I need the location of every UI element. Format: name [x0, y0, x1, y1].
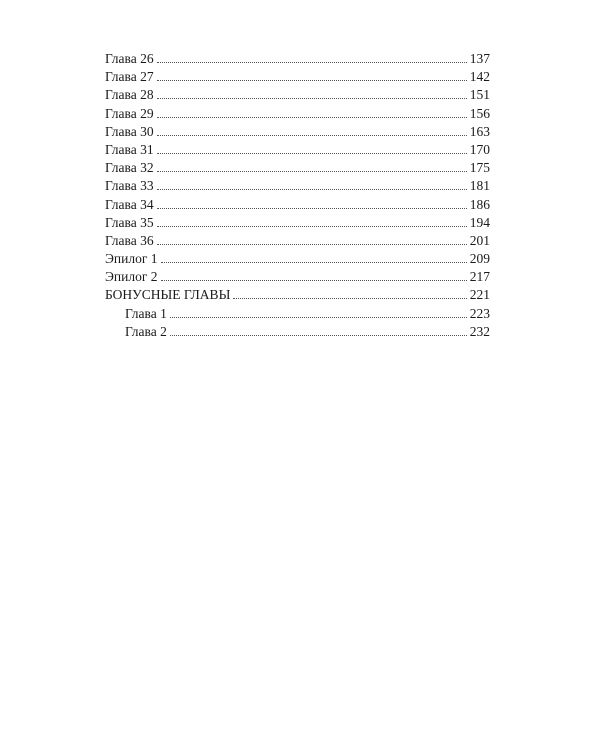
- toc-entry-page: 181: [469, 178, 490, 194]
- toc-entry-page: 163: [469, 123, 490, 139]
- toc-entry-page: 209: [469, 251, 490, 267]
- toc-entry[interactable]: [105, 286, 490, 304]
- toc-entry-label: БОНУСНЫЕ ГЛАВЫ: [105, 287, 231, 303]
- toc-entry-label: Эпилог 1: [105, 251, 158, 267]
- toc-entry-label: Глава 30: [105, 123, 154, 139]
- dot-leader: [233, 297, 466, 299]
- toc-entry-label: Эпилог 2: [105, 269, 158, 285]
- toc-entry-page: 217: [469, 269, 490, 285]
- toc-entry[interactable]: [105, 123, 490, 141]
- toc-entry[interactable]: [105, 250, 490, 268]
- toc-entry-page: 156: [469, 105, 490, 121]
- toc-entry[interactable]: [105, 323, 490, 341]
- toc-entry-label: Глава 32: [105, 160, 154, 176]
- toc-entry-label: Глава 2: [125, 323, 167, 339]
- toc-entry[interactable]: [105, 86, 490, 104]
- toc-entry-page: 194: [469, 214, 490, 230]
- toc-entry-page: 221: [469, 287, 490, 303]
- toc-entry-label: Глава 34: [105, 196, 154, 212]
- toc-entry[interactable]: [105, 196, 490, 214]
- toc-entry-label: Глава 36: [105, 232, 154, 248]
- toc-entry-label: Глава 29: [105, 105, 154, 121]
- toc-entry-page: 175: [469, 160, 490, 176]
- toc-entry[interactable]: [105, 177, 490, 195]
- toc-entry-page: 137: [469, 51, 490, 66]
- toc-entry-page: 170: [469, 141, 490, 157]
- toc-entry[interactable]: [105, 305, 490, 323]
- toc-entry-label: Глава 26: [105, 51, 154, 66]
- toc-entry-page: 232: [469, 323, 490, 339]
- toc-entry-label: Глава 35: [105, 214, 154, 230]
- toc-entry[interactable]: [105, 268, 490, 286]
- toc-entry[interactable]: [105, 141, 490, 159]
- dot-leader: [157, 61, 467, 63]
- toc-entry-page: 201: [469, 232, 490, 248]
- dot-leader: [157, 225, 467, 227]
- dot-leader: [157, 134, 467, 136]
- toc-entry-label: Глава 31: [105, 141, 154, 157]
- table-of-contents: [105, 50, 490, 341]
- toc-entry[interactable]: [105, 105, 490, 123]
- toc-entry-page: 151: [469, 87, 490, 103]
- dot-leader: [157, 79, 467, 81]
- dot-leader: [157, 188, 467, 190]
- toc-entry[interactable]: [105, 68, 490, 86]
- toc-entry-label: Глава 28: [105, 87, 154, 103]
- dot-leader: [157, 116, 467, 118]
- toc-entry-label: Глава 1: [125, 305, 167, 321]
- toc-entry-label: Глава 33: [105, 178, 154, 194]
- dot-leader: [157, 243, 467, 245]
- dot-leader: [161, 279, 467, 281]
- dot-leader: [157, 152, 467, 154]
- dot-leader: [157, 97, 467, 99]
- dot-leader: [157, 207, 467, 209]
- toc-entry-label: Глава 27: [105, 69, 154, 85]
- dot-leader: [170, 334, 467, 336]
- toc-entry[interactable]: [105, 159, 490, 177]
- toc-entry[interactable]: [105, 50, 490, 68]
- toc-entry-page: 223: [469, 305, 490, 321]
- dot-leader: [161, 261, 467, 263]
- dot-leader: [157, 170, 467, 172]
- toc-entry[interactable]: [105, 214, 490, 232]
- dot-leader: [170, 316, 467, 318]
- toc-entry-page: 142: [469, 69, 490, 85]
- toc-entry[interactable]: [105, 232, 490, 250]
- toc-entry-page: 186: [469, 196, 490, 212]
